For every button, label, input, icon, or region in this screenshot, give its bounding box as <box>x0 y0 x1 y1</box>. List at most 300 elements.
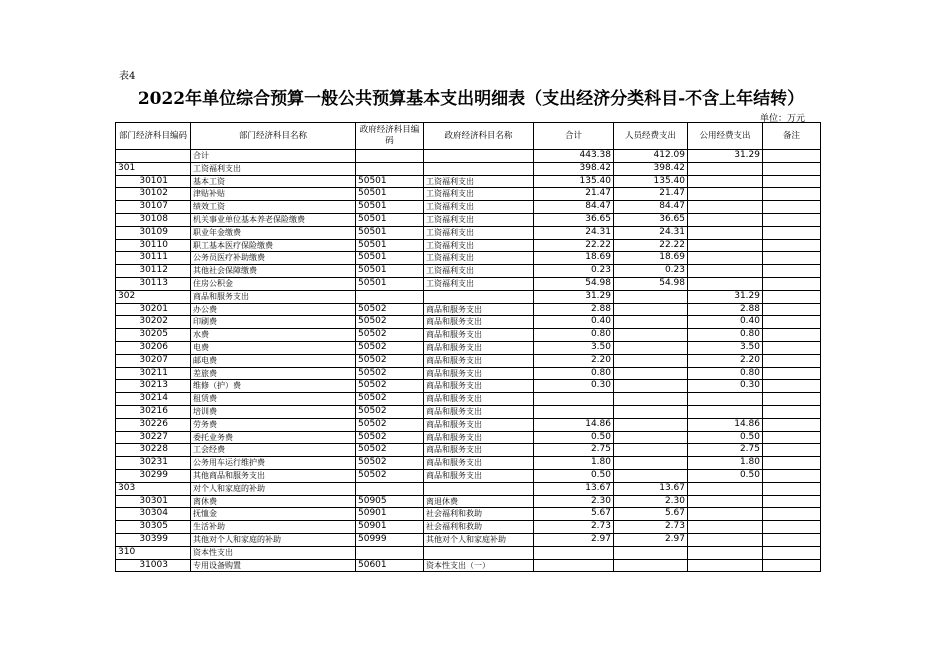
cell-gov-name: 工资福利支出 <box>424 277 534 290</box>
table-number-label: 表4 <box>119 71 136 82</box>
table-row <box>116 316 821 329</box>
cell-total: 2.97 <box>534 533 614 546</box>
cell-public <box>688 482 763 495</box>
cell-gov-code <box>356 482 424 495</box>
cell-note <box>763 303 821 316</box>
cell-total: 398.42 <box>534 162 614 175</box>
cell-total: 31.29 <box>534 290 614 303</box>
cell-note <box>763 431 821 444</box>
cell-dept-code: 30301 <box>116 495 191 508</box>
cell-gov-name: 商品和服务支出 <box>424 431 534 444</box>
cell-dept-code: 30227 <box>116 431 191 444</box>
cell-public <box>688 405 763 418</box>
cell-personnel: 0.23 <box>614 265 688 278</box>
cell-gov-code: 50905 <box>356 495 424 508</box>
cell-gov-name: 社会福利和救助 <box>424 508 534 521</box>
cell-gov-code: 50901 <box>356 508 424 521</box>
cell-personnel <box>614 469 688 482</box>
cell-public <box>688 213 763 226</box>
cell-dept-name: 租赁费 <box>191 393 356 406</box>
cell-dept-code: 30112 <box>116 265 191 278</box>
cell-dept-code: 303 <box>116 482 191 495</box>
cell-dept-code: 30101 <box>116 175 191 188</box>
cell-personnel: 84.47 <box>614 201 688 214</box>
cell-dept-code: 30206 <box>116 341 191 354</box>
cell-dept-name: 维修（护）费 <box>191 380 356 393</box>
cell-gov-name: 其他对个人和家庭补助 <box>424 533 534 546</box>
cell-public <box>688 508 763 521</box>
cell-dept-name: 职业年金缴费 <box>191 226 356 239</box>
cell-dept-name: 绩效工资 <box>191 201 356 214</box>
cell-dept-name: 差旅费 <box>191 367 356 380</box>
table-row <box>116 252 821 265</box>
table-row <box>116 354 821 367</box>
cell-gov-name: 工资福利支出 <box>424 175 534 188</box>
cell-gov-code <box>356 546 424 559</box>
cell-gov-code <box>356 150 424 163</box>
cell-personnel <box>614 393 688 406</box>
cell-gov-name: 社会福利和救助 <box>424 521 534 534</box>
cell-total: 3.50 <box>534 341 614 354</box>
cell-dept-name: 公务用车运行维护费 <box>191 457 356 470</box>
cell-dept-code: 30108 <box>116 213 191 226</box>
cell-gov-code: 50501 <box>356 201 424 214</box>
cell-personnel <box>614 380 688 393</box>
cell-gov-name: 商品和服务支出 <box>424 405 534 418</box>
cell-personnel <box>614 329 688 342</box>
cell-note <box>763 469 821 482</box>
cell-public <box>688 393 763 406</box>
cell-note <box>763 290 821 303</box>
table-header-row <box>116 123 821 150</box>
cell-personnel: 18.69 <box>614 252 688 265</box>
cell-public <box>688 226 763 239</box>
cell-dept-code: 30216 <box>116 405 191 418</box>
cell-gov-name: 离退休费 <box>424 495 534 508</box>
cell-dept-name: 其他商品和服务支出 <box>191 469 356 482</box>
budget-table <box>115 122 821 572</box>
table-row <box>116 150 821 163</box>
table-row <box>116 431 821 444</box>
cell-gov-code: 50502 <box>356 444 424 457</box>
cell-personnel: 22.22 <box>614 239 688 252</box>
cell-gov-name <box>424 546 534 559</box>
cell-note <box>763 354 821 367</box>
cell-note <box>763 508 821 521</box>
cell-dept-name: 培训费 <box>191 405 356 418</box>
cell-total: 0.23 <box>534 265 614 278</box>
cell-gov-name: 工资福利支出 <box>424 213 534 226</box>
cell-gov-name <box>424 162 534 175</box>
cell-total: 0.40 <box>534 316 614 329</box>
cell-total: 1.80 <box>534 457 614 470</box>
cell-total <box>534 405 614 418</box>
cell-personnel: 398.42 <box>614 162 688 175</box>
cell-gov-name: 商品和服务支出 <box>424 418 534 431</box>
cell-gov-name <box>424 150 534 163</box>
cell-dept-code: 30211 <box>116 367 191 380</box>
table-row <box>116 546 821 559</box>
table-row <box>116 482 821 495</box>
cell-gov-code: 50501 <box>356 213 424 226</box>
cell-gov-code: 50999 <box>356 533 424 546</box>
cell-total <box>534 559 614 572</box>
cell-dept-name: 职工基本医疗保险缴费 <box>191 239 356 252</box>
cell-total: 0.80 <box>534 329 614 342</box>
cell-total: 84.47 <box>534 201 614 214</box>
cell-personnel: 36.65 <box>614 213 688 226</box>
cell-public: 3.50 <box>688 341 763 354</box>
cell-dept-name: 办公费 <box>191 303 356 316</box>
cell-note <box>763 188 821 201</box>
cell-gov-name: 商品和服务支出 <box>424 380 534 393</box>
cell-gov-code: 50601 <box>356 559 424 572</box>
cell-dept-code: 30111 <box>116 252 191 265</box>
cell-dept-name: 离休费 <box>191 495 356 508</box>
cell-personnel <box>614 444 688 457</box>
cell-note <box>763 444 821 457</box>
cell-gov-name: 工资福利支出 <box>424 265 534 278</box>
cell-dept-name: 商品和服务支出 <box>191 290 356 303</box>
table-row <box>116 239 821 252</box>
cell-dept-code: 30102 <box>116 188 191 201</box>
cell-personnel <box>614 405 688 418</box>
cell-dept-name: 公务员医疗补助缴费 <box>191 252 356 265</box>
cell-gov-code: 50502 <box>356 393 424 406</box>
cell-gov-code: 50502 <box>356 405 424 418</box>
cell-gov-name: 工资福利支出 <box>424 201 534 214</box>
cell-note <box>763 457 821 470</box>
cell-public: 1.80 <box>688 457 763 470</box>
cell-gov-name: 资本性支出（一） <box>424 559 534 572</box>
cell-personnel <box>614 290 688 303</box>
cell-public <box>688 546 763 559</box>
cell-dept-name: 生活补助 <box>191 521 356 534</box>
table-row <box>116 213 821 226</box>
cell-gov-code: 50502 <box>356 418 424 431</box>
table-row <box>116 444 821 457</box>
cell-dept-code: 30305 <box>116 521 191 534</box>
table-row <box>116 277 821 290</box>
cell-total: 21.47 <box>534 188 614 201</box>
cell-total: 24.31 <box>534 226 614 239</box>
cell-note <box>763 175 821 188</box>
cell-gov-code: 50501 <box>356 175 424 188</box>
cell-gov-code: 50501 <box>356 239 424 252</box>
cell-dept-name: 劳务费 <box>191 418 356 431</box>
cell-gov-code: 50501 <box>356 277 424 290</box>
cell-note <box>763 521 821 534</box>
page-title: 2022年单位综合预算一般公共预算基本支出明细表（支出经济分类科目-不含上年结转） <box>137 89 805 109</box>
cell-note <box>763 418 821 431</box>
cell-note <box>763 482 821 495</box>
cell-note <box>763 380 821 393</box>
cell-gov-name: 工资福利支出 <box>424 252 534 265</box>
header-public: 公用经费支出 <box>688 123 763 150</box>
cell-dept-code: 30205 <box>116 329 191 342</box>
table-row <box>116 201 821 214</box>
cell-note <box>763 393 821 406</box>
cell-personnel <box>614 354 688 367</box>
table-row <box>116 393 821 406</box>
cell-note <box>763 405 821 418</box>
cell-total: 22.22 <box>534 239 614 252</box>
table-body <box>116 150 821 572</box>
cell-dept-code: 30207 <box>116 354 191 367</box>
cell-dept-name: 水费 <box>191 329 356 342</box>
header-gov-code: 政府经济科目编码 <box>356 123 424 150</box>
cell-gov-code: 50502 <box>356 316 424 329</box>
cell-note <box>763 277 821 290</box>
cell-personnel: 2.73 <box>614 521 688 534</box>
cell-gov-name: 商品和服务支出 <box>424 393 534 406</box>
cell-dept-code: 30110 <box>116 239 191 252</box>
cell-note <box>763 239 821 252</box>
cell-note <box>763 150 821 163</box>
cell-personnel <box>614 341 688 354</box>
cell-public <box>688 265 763 278</box>
cell-public <box>688 188 763 201</box>
cell-note <box>763 367 821 380</box>
cell-note <box>763 546 821 559</box>
cell-dept-code: 30399 <box>116 533 191 546</box>
cell-gov-code: 50501 <box>356 188 424 201</box>
cell-gov-code: 50502 <box>356 329 424 342</box>
cell-gov-code <box>356 290 424 303</box>
cell-personnel: 5.67 <box>614 508 688 521</box>
table-row <box>116 521 821 534</box>
cell-total: 54.98 <box>534 277 614 290</box>
cell-gov-name <box>424 482 534 495</box>
cell-note <box>763 162 821 175</box>
cell-note <box>763 252 821 265</box>
cell-dept-code: 30201 <box>116 303 191 316</box>
cell-dept-code: 30231 <box>116 457 191 470</box>
table-row <box>116 265 821 278</box>
cell-gov-code: 50901 <box>356 521 424 534</box>
cell-public: 14.86 <box>688 418 763 431</box>
cell-gov-code: 50502 <box>356 303 424 316</box>
cell-total: 0.80 <box>534 367 614 380</box>
cell-gov-code: 50502 <box>356 341 424 354</box>
cell-personnel: 24.31 <box>614 226 688 239</box>
header-dept-name: 部门经济科目名称 <box>191 123 356 150</box>
cell-dept-name: 其他对个人和家庭的补助 <box>191 533 356 546</box>
cell-dept-code: 30109 <box>116 226 191 239</box>
cell-public: 0.30 <box>688 380 763 393</box>
cell-dept-name: 资本性支出 <box>191 546 356 559</box>
table-row <box>116 380 821 393</box>
cell-dept-code: 30214 <box>116 393 191 406</box>
cell-personnel <box>614 546 688 559</box>
cell-total: 36.65 <box>534 213 614 226</box>
cell-note <box>763 495 821 508</box>
cell-total: 0.50 <box>534 469 614 482</box>
cell-dept-code: 30304 <box>116 508 191 521</box>
cell-personnel <box>614 457 688 470</box>
cell-dept-name: 抚恤金 <box>191 508 356 521</box>
table-row <box>116 418 821 431</box>
cell-dept-name: 机关事业单位基本养老保险缴费 <box>191 213 356 226</box>
header-gov-name: 政府经济科目名称 <box>424 123 534 150</box>
cell-gov-code <box>356 162 424 175</box>
cell-note <box>763 329 821 342</box>
cell-personnel <box>614 367 688 380</box>
cell-public <box>688 559 763 572</box>
cell-total: 135.40 <box>534 175 614 188</box>
cell-gov-name: 工资福利支出 <box>424 239 534 252</box>
cell-gov-name: 商品和服务支出 <box>424 444 534 457</box>
cell-total: 2.88 <box>534 303 614 316</box>
cell-total: 2.30 <box>534 495 614 508</box>
cell-public <box>688 162 763 175</box>
cell-total: 0.50 <box>534 431 614 444</box>
cell-dept-name: 住房公积金 <box>191 277 356 290</box>
cell-dept-code: 30113 <box>116 277 191 290</box>
table-row <box>116 303 821 316</box>
cell-dept-name: 印刷费 <box>191 316 356 329</box>
cell-public <box>688 175 763 188</box>
cell-dept-code: 310 <box>116 546 191 559</box>
cell-public <box>688 521 763 534</box>
table-row <box>116 405 821 418</box>
table-row <box>116 533 821 546</box>
cell-gov-code: 50502 <box>356 431 424 444</box>
table-row <box>116 188 821 201</box>
cell-public <box>688 495 763 508</box>
header-dept-code: 部门经济科目编码 <box>116 123 191 150</box>
cell-dept-code: 30228 <box>116 444 191 457</box>
cell-total: 2.75 <box>534 444 614 457</box>
cell-dept-code: 31003 <box>116 559 191 572</box>
cell-dept-code <box>116 150 191 163</box>
cell-gov-code: 50501 <box>356 226 424 239</box>
cell-gov-name: 工资福利支出 <box>424 226 534 239</box>
cell-public: 2.20 <box>688 354 763 367</box>
cell-total: 0.30 <box>534 380 614 393</box>
cell-public: 0.50 <box>688 431 763 444</box>
cell-personnel <box>614 303 688 316</box>
cell-personnel: 412.09 <box>614 150 688 163</box>
cell-total: 18.69 <box>534 252 614 265</box>
cell-gov-name: 工资福利支出 <box>424 188 534 201</box>
cell-public <box>688 277 763 290</box>
cell-dept-code: 30202 <box>116 316 191 329</box>
cell-gov-name: 商品和服务支出 <box>424 341 534 354</box>
cell-dept-name: 电费 <box>191 341 356 354</box>
table-row <box>116 469 821 482</box>
table-row <box>116 290 821 303</box>
cell-gov-name: 商品和服务支出 <box>424 329 534 342</box>
cell-total: 2.73 <box>534 521 614 534</box>
cell-total: 2.20 <box>534 354 614 367</box>
cell-gov-name: 商品和服务支出 <box>424 354 534 367</box>
table-row <box>116 495 821 508</box>
cell-total <box>534 393 614 406</box>
cell-dept-code: 30299 <box>116 469 191 482</box>
cell-dept-name: 邮电费 <box>191 354 356 367</box>
cell-dept-name: 对个人和家庭的补助 <box>191 482 356 495</box>
table-row <box>116 457 821 470</box>
header-total: 合计 <box>534 123 614 150</box>
cell-note <box>763 213 821 226</box>
cell-personnel: 54.98 <box>614 277 688 290</box>
table-row <box>116 341 821 354</box>
table-row <box>116 329 821 342</box>
cell-personnel <box>614 431 688 444</box>
cell-personnel: 2.97 <box>614 533 688 546</box>
cell-dept-code: 30107 <box>116 201 191 214</box>
cell-public: 31.29 <box>688 290 763 303</box>
cell-public <box>688 533 763 546</box>
cell-public <box>688 201 763 214</box>
cell-dept-name: 津贴补贴 <box>191 188 356 201</box>
table-row <box>116 508 821 521</box>
cell-personnel <box>614 418 688 431</box>
cell-public: 2.75 <box>688 444 763 457</box>
cell-dept-name: 合计 <box>191 150 356 163</box>
cell-gov-code: 50501 <box>356 252 424 265</box>
cell-gov-name: 商品和服务支出 <box>424 316 534 329</box>
cell-note <box>763 201 821 214</box>
cell-gov-name <box>424 290 534 303</box>
cell-gov-name: 商品和服务支出 <box>424 469 534 482</box>
cell-gov-code: 50502 <box>356 354 424 367</box>
table-row <box>116 367 821 380</box>
cell-dept-name: 委托业务费 <box>191 431 356 444</box>
cell-note <box>763 533 821 546</box>
cell-gov-code: 50502 <box>356 457 424 470</box>
table-row <box>116 162 821 175</box>
cell-gov-code: 50502 <box>356 469 424 482</box>
cell-note <box>763 265 821 278</box>
header-note: 备注 <box>763 123 821 150</box>
cell-total <box>534 546 614 559</box>
cell-public <box>688 239 763 252</box>
cell-total: 5.67 <box>534 508 614 521</box>
cell-personnel: 21.47 <box>614 188 688 201</box>
cell-public <box>688 252 763 265</box>
cell-dept-code: 30226 <box>116 418 191 431</box>
unit-label: 单位：万元 <box>760 114 806 124</box>
cell-note <box>763 559 821 572</box>
cell-dept-code: 301 <box>116 162 191 175</box>
cell-public: 31.29 <box>688 150 763 163</box>
table-row <box>116 226 821 239</box>
cell-dept-name: 工会经费 <box>191 444 356 457</box>
header-personnel: 人员经费支出 <box>614 123 688 150</box>
cell-public: 0.80 <box>688 367 763 380</box>
cell-gov-code: 50501 <box>356 265 424 278</box>
cell-gov-code: 50502 <box>356 380 424 393</box>
cell-gov-name: 商品和服务支出 <box>424 367 534 380</box>
cell-note <box>763 316 821 329</box>
cell-public: 0.40 <box>688 316 763 329</box>
cell-dept-code: 302 <box>116 290 191 303</box>
cell-dept-name: 专用设备购置 <box>191 559 356 572</box>
cell-dept-name: 其他社会保障缴费 <box>191 265 356 278</box>
cell-public: 0.80 <box>688 329 763 342</box>
cell-total: 443.38 <box>534 150 614 163</box>
cell-dept-name: 工资福利支出 <box>191 162 356 175</box>
cell-personnel <box>614 316 688 329</box>
cell-personnel <box>614 559 688 572</box>
cell-note <box>763 341 821 354</box>
cell-gov-code: 50502 <box>356 367 424 380</box>
cell-dept-code: 30213 <box>116 380 191 393</box>
cell-total: 14.86 <box>534 418 614 431</box>
cell-gov-name: 商品和服务支出 <box>424 303 534 316</box>
